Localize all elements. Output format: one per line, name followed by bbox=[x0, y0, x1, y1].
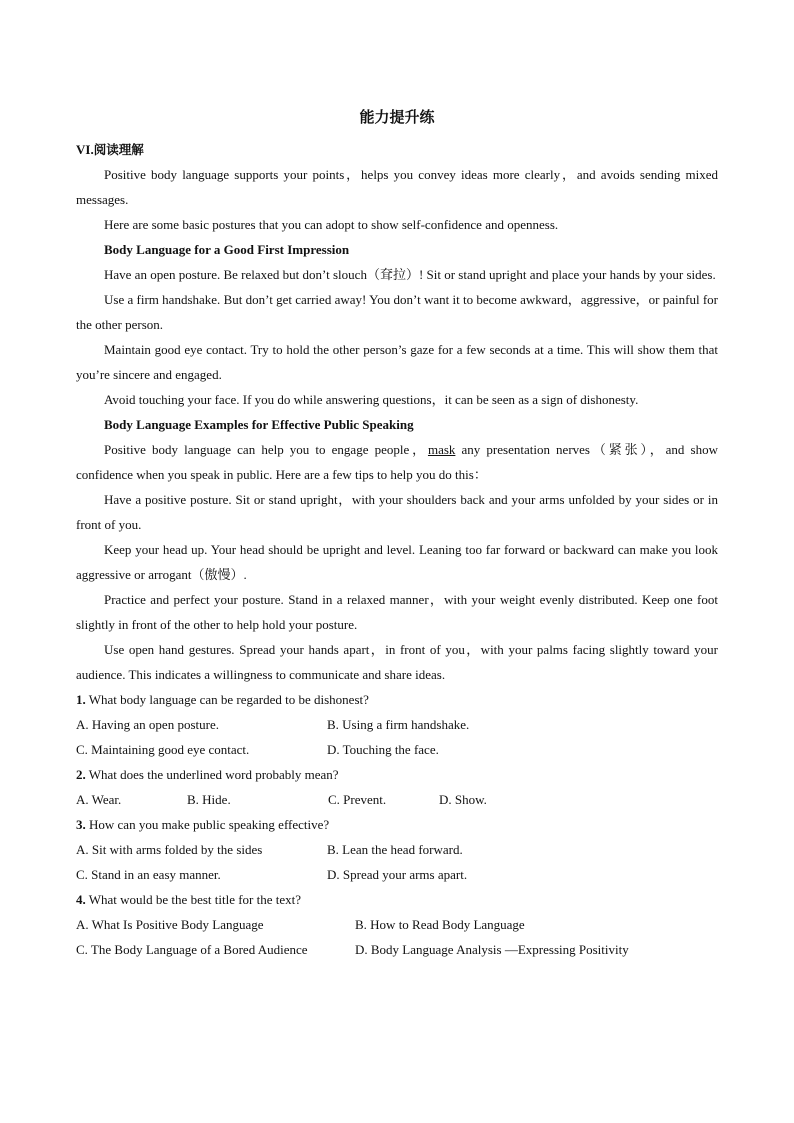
passage-paragraph-5: Maintain good eye contact. Try to hold the other person’s gaze for a few seconds at a time. This will show them that you’re sincere and engaged. bbox=[76, 342, 718, 382]
option-c: C. Stand in an easy manner. bbox=[76, 867, 221, 882]
passage-paragraph-1: Positive body language supports your points，helps you convey ideas more clearly，and avoids sending mixed messages. bbox=[76, 167, 718, 207]
question-4-options-row-1 bbox=[76, 912, 718, 937]
option-a: A. Having an open posture. bbox=[76, 717, 219, 732]
question-number: 4. bbox=[76, 892, 86, 907]
passage-paragraph-9: Keep your head up. Your head should be upright and level. Leaning too far forward or backward can make you look aggressive or arrogant（傲慢）. bbox=[76, 542, 718, 582]
option-a: A. Sit with arms folded by the sides bbox=[76, 842, 263, 857]
option-b: B. How to Read Body Language bbox=[355, 917, 525, 932]
question-2 bbox=[76, 762, 718, 787]
passage-paragraph-4: Use a firm handshake. But don’t get carried away! You don’t want it to become awkward，aggressive，or painful for the other person. bbox=[76, 292, 718, 332]
passage-paragraph-6: Avoid touching your face. If you do while answering questions，it can be seen as a sign of dishonesty. bbox=[104, 392, 639, 407]
option-d: D. Body Language Analysis —Expressing Positivity bbox=[355, 942, 629, 957]
section-label: VI. bbox=[76, 142, 94, 157]
option-c: C. The Body Language of a Bored Audience bbox=[76, 942, 308, 957]
section-heading bbox=[76, 137, 718, 162]
question-text: What body language can be regarded to be dishonest? bbox=[85, 692, 369, 707]
question-4-options-row-2 bbox=[76, 937, 718, 962]
passage-subheading-1: Body Language for a Good First Impression bbox=[104, 242, 350, 257]
question-2-options bbox=[76, 787, 718, 812]
passage-paragraph-7 bbox=[76, 437, 718, 487]
question-number: 1. bbox=[76, 692, 86, 707]
option-b: B. Lean the head forward. bbox=[327, 842, 463, 857]
option-b: B. Hide. bbox=[187, 792, 231, 807]
question-text: What does the underlined word probably mean? bbox=[85, 767, 339, 782]
question-3-options-row-2 bbox=[76, 862, 718, 887]
question-text: How can you make public speaking effective? bbox=[85, 817, 330, 832]
passage-subheading-2: Body Language Examples for Effective Public Speaking bbox=[104, 417, 414, 432]
passage-paragraph-8: Have a positive posture. Sit or stand upright，with your shoulders back and your arms unfolded by your sides or in front of you. bbox=[76, 492, 718, 532]
document-content bbox=[76, 137, 718, 962]
underlined-word: mask bbox=[427, 442, 456, 457]
option-a: A. What Is Positive Body Language bbox=[76, 917, 264, 932]
option-b: B. Using a firm handshake. bbox=[327, 717, 470, 732]
question-1-options-row-2 bbox=[76, 737, 718, 762]
paragraph-7-start: Positive body language can help you to engage people， bbox=[104, 442, 428, 457]
option-c: C. Prevent. bbox=[328, 792, 387, 807]
question-1 bbox=[76, 687, 718, 712]
option-d: D. Show. bbox=[439, 792, 487, 807]
option-c: C. Maintaining good eye contact. bbox=[76, 742, 250, 757]
passage-paragraph-3: Have an open posture. Be relaxed but don’t slouch（耷拉）! Sit or stand upright and place your hands by your sides. bbox=[104, 267, 716, 282]
question-number: 3. bbox=[76, 817, 86, 832]
option-d: D. Spread your arms apart. bbox=[327, 867, 468, 882]
question-number: 2. bbox=[76, 767, 86, 782]
question-3-options-row-1 bbox=[76, 837, 718, 862]
question-4 bbox=[76, 887, 718, 912]
option-a: A. Wear. bbox=[76, 792, 122, 807]
passage-paragraph-2: Here are some basic postures that you can adopt to show self-confidence and openness. bbox=[104, 217, 559, 232]
question-text: What would be the best title for the text? bbox=[85, 892, 302, 907]
question-1-options-row-1 bbox=[76, 712, 718, 737]
paragraph-7-end: any presentation nerves（紧张），and show confidence when you speak in public. Here are a few tips to help you do this： bbox=[76, 442, 718, 482]
page-title: 能力提升练 bbox=[359, 108, 435, 126]
passage-paragraph-11: Use open hand gestures. Spread your hands apart，in front of you，with your palms facing slightly toward your audience. This indicates a willingness to communicate and share ideas. bbox=[76, 642, 718, 682]
question-3 bbox=[76, 812, 718, 837]
passage-paragraph-10: Practice and perfect your posture. Stand in a relaxed manner，with your weight evenly distributed. Keep one foot slightly in front of the other to help hold your posture. bbox=[76, 592, 718, 632]
option-d: D. Touching the face. bbox=[327, 742, 439, 757]
section-name: 阅读理解 bbox=[93, 142, 144, 157]
